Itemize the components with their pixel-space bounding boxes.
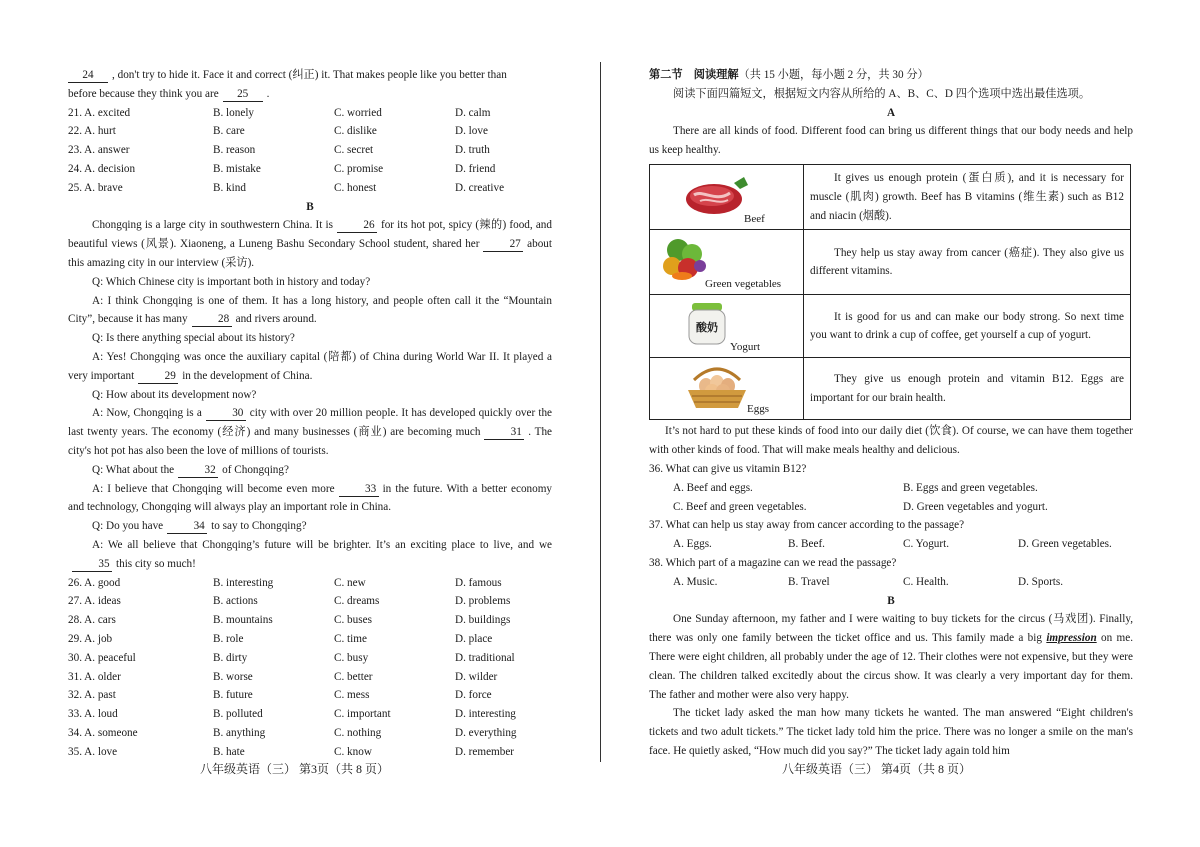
blank-27: 27 <box>483 238 523 252</box>
passage-a-outro: It’s not hard to put these kinds of food into our daily diet (饮食). Of course, we can have them together with other kinds of food. That will make meals healthy and delicious. <box>649 425 1133 457</box>
option-row: 33. A. loud B. polluted C. important D. interesting <box>68 708 516 721</box>
eggs-description: They give us enough protein and vitamin B12. Eggs are important for our brain health. <box>804 358 1131 420</box>
right-page <box>649 66 1133 761</box>
option-row: 29. A. job B. role C. time D. place <box>68 632 493 645</box>
answer-3: A: Now, Chongqing is a 30 city with over 20 million people. It has developed quickly over the last twenty years. The economy (经济) and many businesses (商业) are becoming much 31 . The city's hot pot has also been the love of millions of tourists. <box>68 407 553 457</box>
blank-33: 33 <box>339 483 379 497</box>
blank-28: 28 <box>192 313 232 327</box>
question-2: Q: Is there anything special about its history? <box>92 332 295 345</box>
options-b-list <box>68 574 552 762</box>
passage-b-paragraph-2: The ticket lady asked the man how many tickets he wanted. The man answered “Eight children's tickets and two adult tickets.” The ticket lady told him the price. There was no longer a smile on the man's face. He quietly asked, “How much did you say?” The ticket lady again told him <box>649 707 1133 757</box>
option-row: 24. A. decision B. mistake C. promise D. friend <box>68 162 496 175</box>
yogurt-description: It is good for us and can make our body strong. So next time you want to drink a cup of coffee, get yourself a cup of yogurt. <box>804 295 1131 358</box>
vegetables-description: They help us stay away from cancer (癌症). They also give us different vitamins. <box>804 230 1131 295</box>
beef-description: It gives us enough protein (蛋白质), and it is necessary for muscle (肌肉) growth. Beef has B vitamins (维生素) such as B12 and niacin (烟酸). <box>804 164 1131 229</box>
footer-right: 八年级英语（三） 第4页（共 8 页） <box>782 762 972 776</box>
option-row: 32. A. past B. future C. mess D. force <box>68 689 492 702</box>
passage-b-paragraph-1: One Sunday afternoon, my father and I were waiting to buy tickets for the circus (马戏团). Finally, there was only one family between the ticket office and us. This family made a big impression on me. There were eight children, all probably under the age of 12. Their clothes were not expensive, but they were clean. The children talked excitedly about the circus show. It was clearly a very important day for them. The father and mother were also very happy. <box>649 613 1134 701</box>
question-37: 37. What can help us stay away from cancer according to the passage? <box>649 519 965 532</box>
food-table <box>649 164 1131 420</box>
option-row: 28. A. cars B. mountains C. buses D. buildings <box>68 614 511 627</box>
question-38-options: A. Music. B. Travel C. Health. D. Sports. <box>673 575 1064 588</box>
passage-b-paragraph-1: Chongqing is a large city in southwestern China. It is 26 for its hot pot, spicy (辣的) food, and beautiful views (风景). Xiaoneng, a Luneng Bashu Secondary School student, shared her 27 about this amazing city in our interview (采访). <box>68 219 553 269</box>
blank-26: 26 <box>337 219 377 233</box>
option-row: 21. A. excited B. lonely C. worried D. calm <box>68 106 491 119</box>
vegetables-cell: Green vegetables <box>650 230 804 295</box>
eggs-cell: Eggs <box>650 358 804 420</box>
question-1: Q: Which Chinese city is important both in history and today? <box>92 275 371 288</box>
answer-4: A: I believe that Chongqing will become even more 33 in the future. With a better economy and technology, Chongqing will always play an important role in China. <box>68 482 553 514</box>
option-row: 31. A. older B. worse C. better D. wilder <box>68 670 498 683</box>
option-row: 30. A. peaceful B. dirty C. busy D. traditional <box>68 651 515 664</box>
question-36-options: C. Beef and green vegetables. D. Green vegetables and yogurt. <box>673 500 1048 513</box>
intro-line-1: 24 , don't try to hide it. Face it and correct (纠正) it. That makes people like you better than <box>68 66 552 85</box>
section-title: 第二节 阅读理解（共 15 小题，每小题 2 分，共 30 分） <box>649 69 929 81</box>
question-36: 36. What can give us vitamin B12? <box>649 462 807 475</box>
left-page <box>68 66 552 761</box>
option-row: 22. A. hurt B. care C. dislike D. love <box>68 125 488 138</box>
beef-cell: Beef <box>650 164 804 229</box>
page-divider <box>600 62 601 762</box>
blank-30: 30 <box>206 407 246 421</box>
answer-5: A: We all believe that Chongqing’s future will be brighter. It’s an exciting place to live, and we35 this city so much! <box>68 536 552 574</box>
blank-24: 24 <box>68 69 108 83</box>
question-38: 38. Which part of a magazine can we read the passage? <box>649 556 897 569</box>
option-row: 26. A. good B. interesting C. new D. famous <box>68 576 502 589</box>
footer-left: 八年级英语（三） 第3页（共 8 页） <box>200 762 390 776</box>
table-row <box>650 230 1131 295</box>
passage-b-heading: B <box>887 594 895 607</box>
table-row <box>650 164 1131 229</box>
answer-2: A: Yes! Chongqing was once the auxiliary capital (陪都) of China during World War II. It played a very important 29 in the development of China. <box>68 350 552 382</box>
blank-34: 34 <box>167 520 207 534</box>
question-4: Q: What about the 32 of Chongqing? <box>92 463 289 476</box>
blank-29: 29 <box>138 370 178 384</box>
vegetables-icon <box>660 236 708 282</box>
blank-32: 32 <box>178 464 218 478</box>
passage-a-heading: A <box>886 106 896 119</box>
impression-word: impression <box>1046 632 1097 645</box>
option-row: 23. A. answer B. reason C. secret D. truth <box>68 144 490 157</box>
option-row: 34. A. someone B. anything C. nothing D. everything <box>68 726 517 739</box>
table-row <box>650 358 1131 420</box>
option-row: 25. A. brave B. kind C. honest D. creative <box>68 181 505 194</box>
section-instruction: 阅读下面四篇短文，根据短文内容从所给的 A、B、C、D 四个选项中选出最佳选项。 <box>673 87 1091 100</box>
answer-1: A: I think Chongqing is one of them. It has a long history, and people often call it the “Mountain City”, because it has many 28 and rivers around. <box>68 294 552 326</box>
option-row: 27. A. ideas B. actions C. dreams D. problems <box>68 595 511 608</box>
section-b-heading: B <box>306 200 314 213</box>
eggs-basket-icon <box>684 366 750 412</box>
question-36-options: A. Beef and eggs. B. Eggs and green vegetables. <box>673 481 1038 494</box>
beef-icon <box>682 173 752 217</box>
question-3: Q: How about its development now? <box>92 388 257 401</box>
yogurt-icon: 酸奶 <box>686 301 728 347</box>
passage-a-intro: There are all kinds of food. Different food can bring us different things that our body needs and help us keep healthy. <box>649 125 1133 157</box>
blank-35: 35 <box>72 558 112 572</box>
option-row: 35. A. love B. hate C. know D. remember <box>68 745 515 758</box>
options-a-list <box>68 104 552 198</box>
question-5: Q: Do you have 34 to say to Chongqing? <box>92 520 307 533</box>
blank-25: 25 <box>223 88 263 102</box>
yogurt-cell: 酸奶 Yogurt <box>650 295 804 358</box>
blank-31: 31 <box>484 426 524 440</box>
question-37-options: A. Eggs. B. Beef. C. Yogurt. D. Green vegetables. <box>673 538 1112 551</box>
table-row <box>650 295 1131 358</box>
intro-line-2: before because they think you are 25 . <box>68 87 270 100</box>
